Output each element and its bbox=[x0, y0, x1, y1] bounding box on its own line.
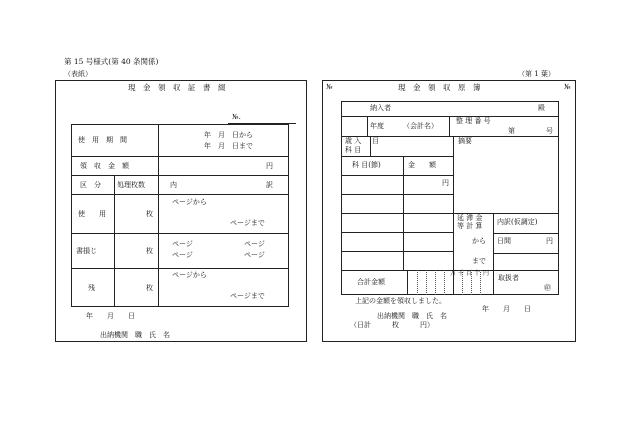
amount-unit: 円 bbox=[442, 179, 449, 187]
used-sheets: 枚 bbox=[146, 210, 153, 218]
digit-en: 円 bbox=[483, 270, 490, 277]
used-from: ページから bbox=[172, 198, 207, 206]
late-breakdown: 内訳(仮調定) bbox=[497, 218, 538, 226]
handler-seal: ㊞ bbox=[544, 284, 551, 292]
yen-label: 円 bbox=[546, 237, 553, 245]
digit-juu: 十 bbox=[474, 270, 481, 277]
ref-no-suffix: 号 bbox=[546, 127, 553, 135]
revenue-label-1: 歳 入 bbox=[345, 137, 362, 145]
form-number: 第 15 号様式(第 40 条関係) bbox=[64, 57, 159, 66]
ledger-table bbox=[341, 101, 559, 295]
cover-officer: 出納機関 職 氏 名 bbox=[100, 331, 170, 339]
cover-title: 現 金 領 収 証 書 綴 bbox=[128, 83, 226, 92]
spoiled-page-2: ページ bbox=[244, 240, 265, 248]
to-label: まで bbox=[472, 257, 486, 265]
ref-no-prefix: 第 bbox=[508, 127, 515, 135]
account-label: （会計名） bbox=[403, 122, 438, 130]
total-label: 合計金額 bbox=[357, 278, 385, 286]
year-label: 年度 bbox=[370, 122, 384, 130]
breakdown-left: 内 bbox=[170, 181, 177, 189]
breakdown-right: 訳 bbox=[266, 181, 273, 189]
from-label: から bbox=[472, 237, 486, 245]
period-from: 年 月 日から bbox=[204, 131, 253, 139]
payer-label: 納入者 bbox=[370, 104, 391, 112]
spoiled-label: 書損じ bbox=[76, 247, 97, 255]
processed-label: 処理枚数 bbox=[117, 181, 145, 189]
period-to: 年 月 日まで bbox=[204, 142, 253, 150]
receipt-text: 上記の金額を領収しました。 bbox=[355, 297, 446, 305]
amount-label: 領 収 金 額 bbox=[80, 162, 129, 170]
spoiled-sheets: 枚 bbox=[146, 247, 153, 255]
cover-date: 年 月 日 bbox=[86, 312, 135, 320]
amount-unit: 円 bbox=[266, 162, 273, 170]
ledger-officer: 出納機関 職 氏 名 bbox=[377, 312, 447, 320]
spoiled-page-1: ページ bbox=[172, 240, 193, 248]
digit-hyaku: 百 bbox=[466, 270, 473, 277]
digit-man: 万 bbox=[450, 270, 457, 277]
sheet-label: （第 1 葉） bbox=[518, 70, 555, 78]
ref-no-label: 整 理 番 号 bbox=[456, 117, 491, 125]
handler-label: 取扱者 bbox=[498, 274, 519, 282]
sheet-summary: （日計 枚 円） bbox=[350, 321, 434, 329]
remain-to: ページまで bbox=[230, 292, 265, 300]
period-label: 使 用 期 間 bbox=[78, 136, 127, 144]
item-label: 科 目(節) bbox=[352, 161, 381, 169]
revenue-label-2: 科 目 bbox=[345, 146, 362, 154]
kubun-label: 区 分 bbox=[80, 181, 101, 189]
late-label-1: 延 滞 金 bbox=[457, 214, 483, 222]
used-label: 使 用 bbox=[78, 210, 106, 218]
remain-sheets: 枚 bbox=[146, 284, 153, 292]
payer-honorific: 殿 bbox=[538, 104, 545, 112]
ledger-date: 年 月 日 bbox=[482, 305, 531, 313]
ledger-no-left: № bbox=[326, 83, 333, 91]
spoiled-page-4: ページ bbox=[244, 251, 265, 259]
days-label: 日間 bbox=[497, 237, 511, 245]
digit-sen: 千 bbox=[458, 270, 465, 277]
cover-no-label: №. bbox=[232, 113, 241, 121]
late-label-2: 等 計 算 bbox=[457, 222, 483, 230]
used-to: ページまで bbox=[230, 219, 265, 227]
remain-from: ページから bbox=[172, 271, 207, 279]
spoiled-page-3: ページ bbox=[172, 251, 193, 259]
ledger-title: 現 金 領 収 原 簿 bbox=[398, 83, 481, 92]
summary-label: 摘要 bbox=[458, 137, 472, 145]
remain-label: 残 bbox=[88, 284, 95, 292]
cover-label: （表紙） bbox=[64, 70, 92, 78]
revenue-suffix: 目 bbox=[372, 137, 379, 145]
ledger-no-right: № bbox=[564, 83, 571, 91]
amount-header: 金 額 bbox=[408, 161, 436, 169]
